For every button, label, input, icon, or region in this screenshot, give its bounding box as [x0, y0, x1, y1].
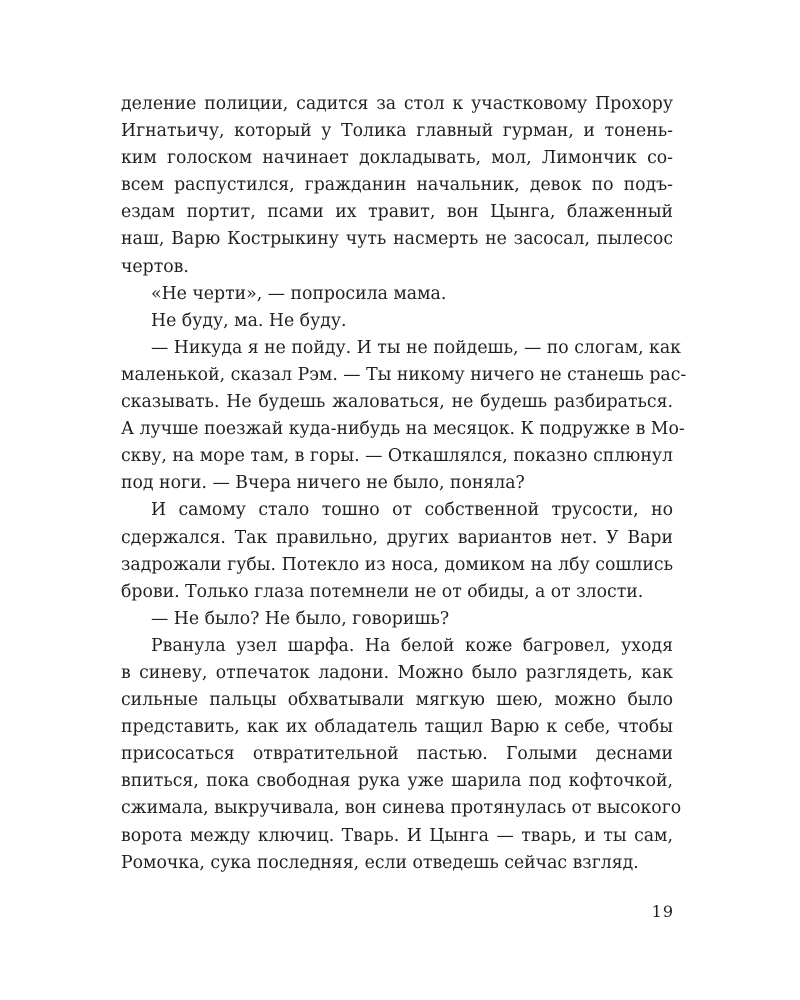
- text-line: Не буду, ма. Не буду.: [151, 310, 347, 331]
- text-line: Рванула узел шарфа. На белой коже багровел, уходя: [151, 635, 673, 656]
- text-line: «Не черти», — попросила мама.: [151, 283, 447, 304]
- text-line: Ромочка, сука последняя, если отведешь сейчас взгляд.: [121, 852, 639, 873]
- text-line: в синеву, отпечаток ладони. Можно было разглядеть, как: [121, 662, 673, 683]
- text-line: под ноги. — Вчера ничего не было, поняла?: [121, 473, 525, 494]
- text-line: — Никуда я не пойду. И ты не пойдешь, — по слогам, как: [151, 337, 681, 358]
- text-line: ездам портит, псами их травит, вон Цынга, блаженный: [121, 202, 673, 223]
- text-line: впиться, пока свободная рука уже шарила под кофточкой,: [121, 771, 673, 792]
- text-line: брови. Только глаза потемнели не от обиды, а от злости.: [121, 581, 644, 602]
- paragraph: [121, 281, 673, 308]
- text-line: А лучше поезжай куда-нибудь на месяцок. К подружке в Мо-: [121, 419, 685, 440]
- text-line: сдержался. Так правильно, других вариантов нет. У Вари: [121, 527, 673, 548]
- text-line: — Не было? Не было, говоришь?: [151, 608, 450, 629]
- paragraph: [121, 633, 682, 877]
- text-line: чертов.: [121, 256, 189, 277]
- paragraph: [121, 497, 673, 605]
- text-line: ворота между ключиц. Тварь. И Цынга — тварь, и ты сам,: [121, 825, 673, 846]
- paragraph: [121, 335, 687, 498]
- text-line: скву, на море там, в горы. — Откашлялся, показно сплюнул: [121, 446, 673, 467]
- text-line: И самому стало тошно от собственной трусости, но: [151, 500, 673, 521]
- text-line: сильные пальцы обхватывали мягкую шею, можно было: [121, 690, 673, 711]
- page-number: 19: [651, 902, 674, 921]
- text-line: наш, Варю Кострыкину чуть насмерть не засосал, пылесос: [121, 229, 673, 250]
- text-line: Игнатьичу, который у Толика главный гурман, и тонень-: [121, 121, 673, 142]
- text-line: всем распустился, гражданин начальник, девок по подъ-: [121, 175, 673, 196]
- text-line: деление полиции, садится за стол к участковому Прохору: [121, 94, 673, 114]
- text-line: маленькой, сказал Рэм. — Ты никому ничего не станешь рас-: [121, 364, 687, 385]
- body-text: [121, 91, 687, 877]
- paragraph: [121, 91, 673, 281]
- text-line: представить, как их обладатель тащил Варю к себе, чтобы: [121, 717, 673, 738]
- paragraph: [121, 308, 673, 335]
- text-line: сжимала, выкручивала, вон синева протянулась от высокого: [121, 798, 682, 819]
- paragraph: [121, 606, 673, 633]
- text-line: задрожали губы. Потекло из носа, домиком на лбу сошлись: [121, 554, 673, 575]
- text-line: сказывать. Не будешь жаловаться, не будешь разбираться.: [121, 392, 673, 413]
- text-line: ким голоском начинает докладывать, мол, Лимончик со-: [121, 148, 673, 169]
- text-line: присосаться отвратительной пастью. Голыми деснами: [121, 744, 673, 765]
